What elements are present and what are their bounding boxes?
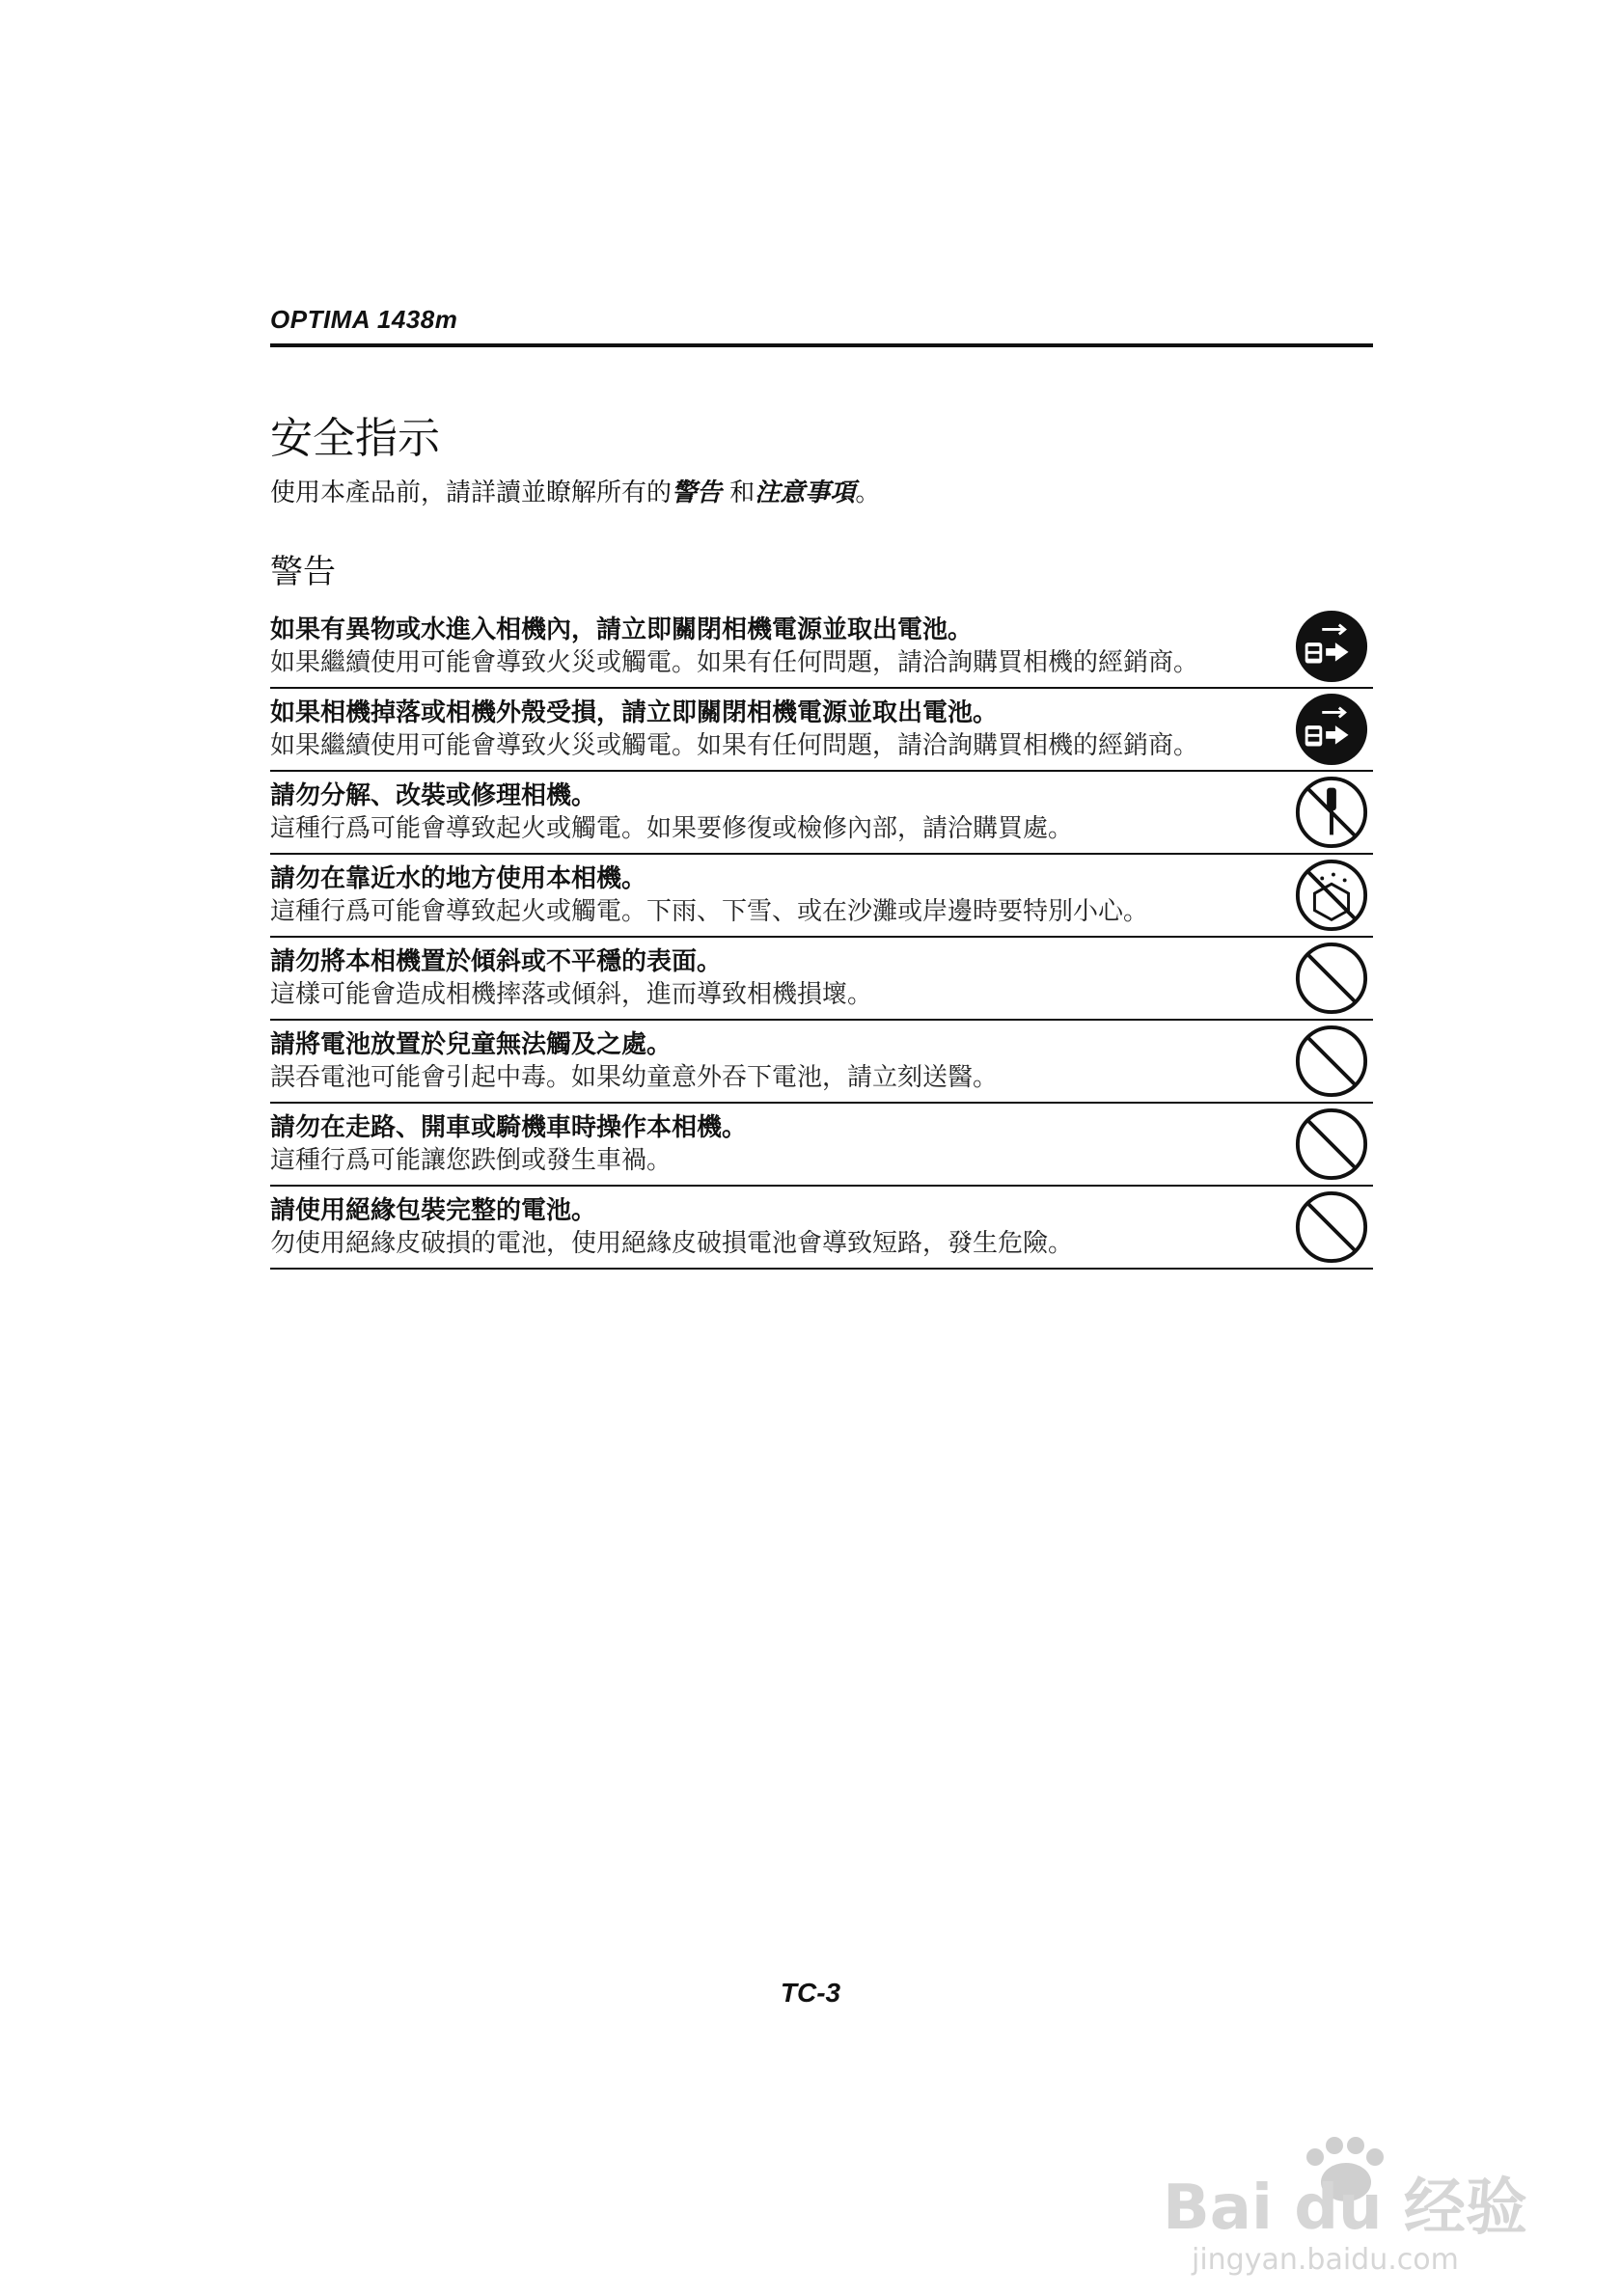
intro-warning-term: 警告 [672, 478, 723, 507]
manual-model-name: OPTIMA 1438m [270, 305, 458, 334]
warning-item-title: 請使用絕緣包裝完整的電池。 [270, 1196, 597, 1225]
intro-prefix: 使用本產品前，請詳讀並瞭解所有的 [270, 478, 673, 507]
warning-item-body: 這種行爲可能讓您跌倒或發生車禍。 [270, 1146, 673, 1175]
prohibited-icon [1294, 1024, 1369, 1099]
warning-item-body: 這種行爲可能會導致起火或觸電。下雨、下雪、或在沙灘或岸邊時要特別小心。 [270, 897, 1149, 926]
watermark-url: jingyan.baidu.com [1192, 2243, 1459, 2277]
warning-item [270, 855, 1373, 938]
warning-item-title: 如果有異物或水進入相機內，請立即關閉相機電源並取出電池。 [270, 615, 974, 644]
warning-item [270, 938, 1373, 1021]
warning-item-title: 請勿分解、改裝或修理相機。 [270, 781, 597, 810]
prohibited-icon [1294, 1189, 1369, 1265]
warning-item [270, 1021, 1373, 1104]
warning-item-body: 誤吞電池可能會引起中毒。如果幼童意外吞下電池，請立刻送醫。 [270, 1063, 999, 1092]
baidu-watermark-logo [1153, 2122, 1558, 2277]
remove-battery-icon [1294, 609, 1369, 684]
intro-text [270, 473, 880, 508]
warning-item [270, 772, 1373, 855]
watermark-brand: Bai du 经验 [1163, 2173, 1527, 2244]
warning-item-title: 如果相機掉落或相機外殼受損，請立即關閉相機電源並取出電池。 [270, 698, 999, 727]
warning-item-title: 請將電池放置於兒童無法觸及之處。 [270, 1030, 673, 1059]
warning-item-body: 如果繼續使用可能會導致火災或觸電。如果有任何問題，請洽詢購買相機的經銷商。 [270, 648, 1199, 677]
page-number: TC-3 [780, 1978, 841, 2008]
intro-suffix: 。 [855, 478, 881, 507]
warning-item-title: 請勿在靠近水的地方使用本相機。 [270, 864, 647, 893]
remove-battery-icon [1294, 692, 1369, 767]
warning-item-body: 這種行爲可能會導致起火或觸電。如果要修復或檢修內部，請洽購買處。 [270, 814, 1074, 843]
section-title-warning: 警告 [270, 553, 336, 591]
warning-item-body: 如果繼續使用可能會導致火災或觸電。如果有任何問題，請洽詢購買相機的經銷商。 [270, 731, 1199, 760]
warning-item-body: 勿使用絕緣皮破損的電池，使用絕緣皮破損電池會導致短路，發生危險。 [270, 1229, 1074, 1258]
warning-item [270, 606, 1373, 689]
intro-connector: 和 [722, 478, 756, 507]
header-rule [270, 343, 1373, 347]
warning-item [270, 1187, 1373, 1270]
warning-item-body: 這樣可能會造成相機摔落或傾斜，進而導致相機損壞。 [270, 980, 873, 1009]
no-water-icon [1294, 858, 1369, 933]
page-title: 安全指示 [270, 414, 440, 463]
prohibited-icon [1294, 941, 1369, 1016]
warning-list [270, 606, 1373, 1270]
warning-item [270, 689, 1373, 772]
intro-caution-term: 注意事項 [755, 478, 856, 507]
warning-item [270, 1104, 1373, 1187]
prohibited-icon [1294, 1107, 1369, 1182]
warning-item-title: 請勿將本相機置於傾斜或不平穩的表面。 [270, 947, 723, 976]
no-disassembly-icon [1294, 775, 1369, 850]
warning-item-title: 請勿在走路、開車或騎機車時操作本相機。 [270, 1113, 748, 1142]
